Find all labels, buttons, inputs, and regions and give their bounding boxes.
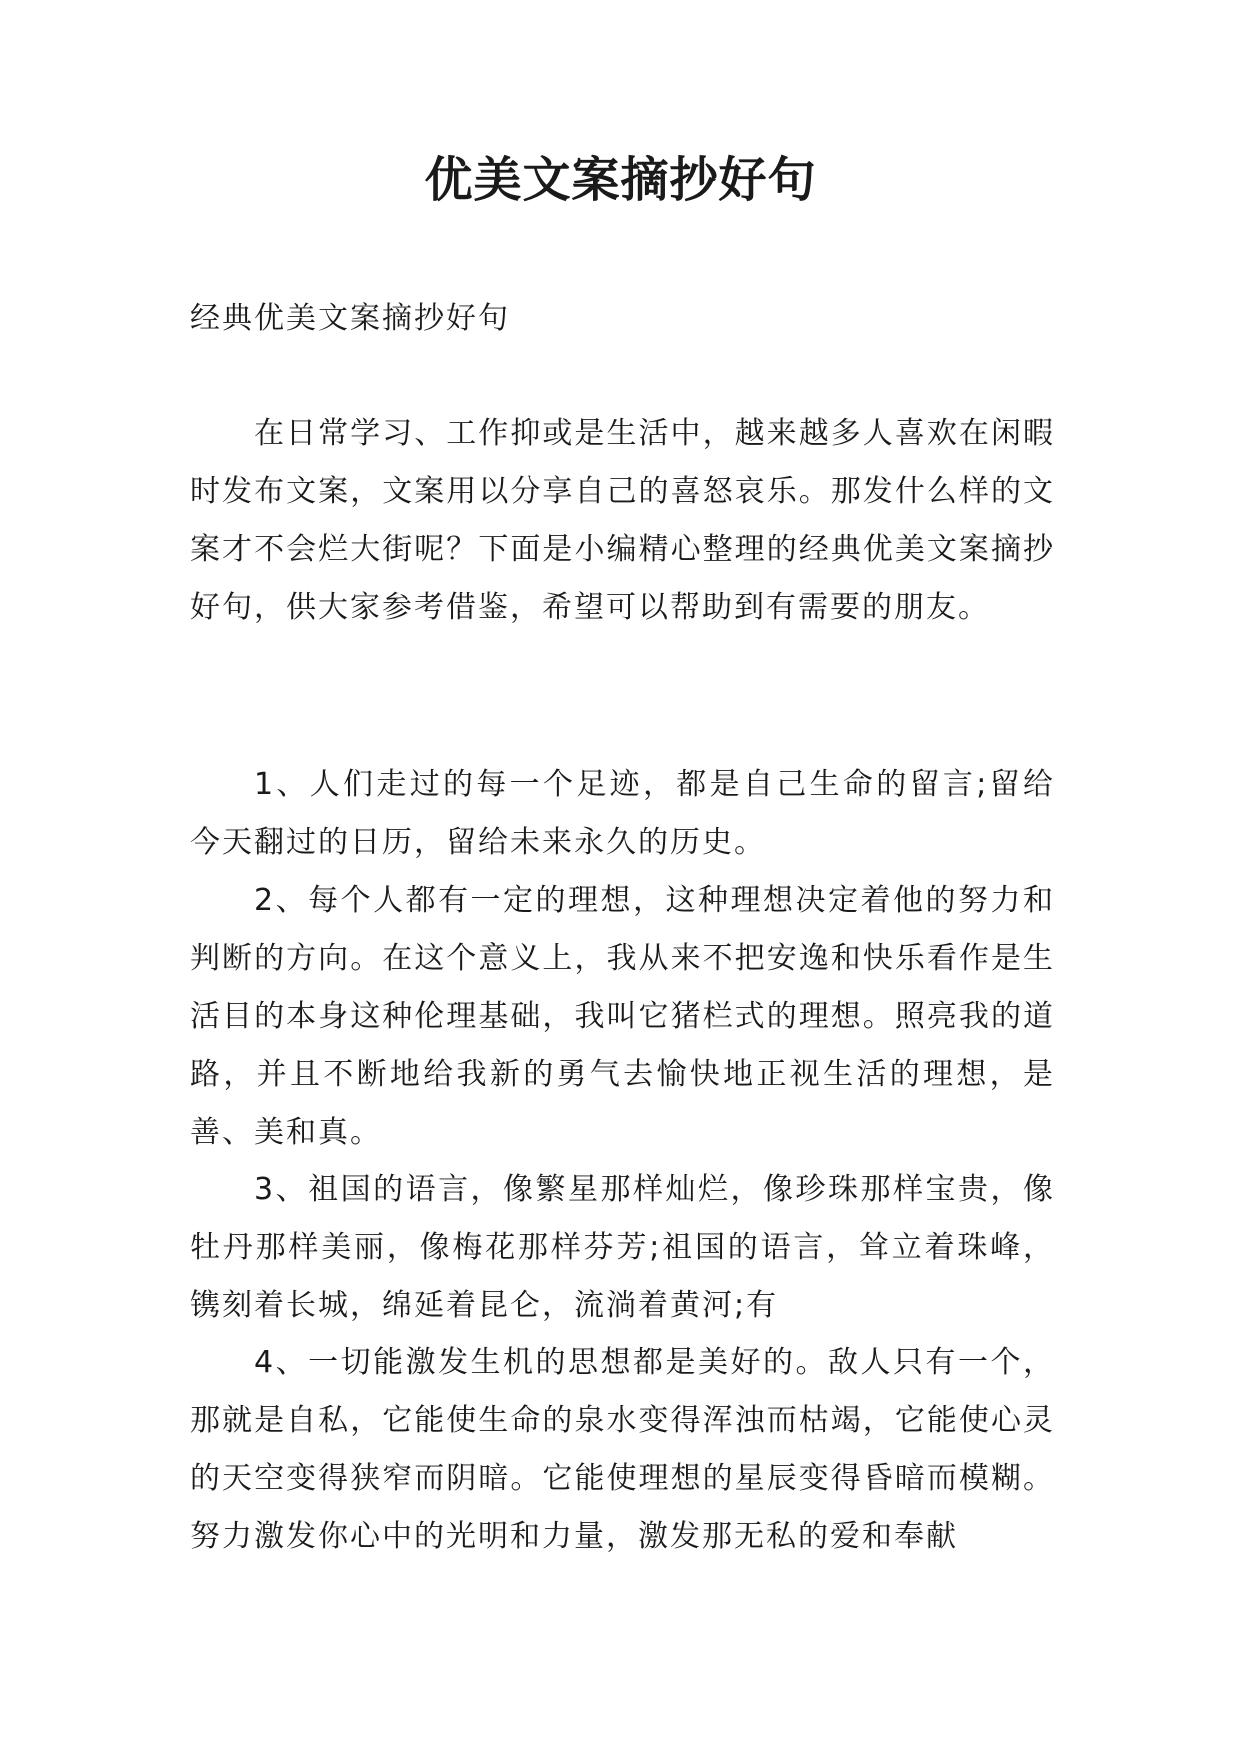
intro-paragraph: 在日常学习、工作抑或是生活中，越来越多人喜欢在闲暇时发布文案，文案用以分享自己的喜怒哀乐。那发什么样的文案才不会烂大街呢？下面是小编精心整理的经典优美文案摘抄好句，供大家参考借鉴，希望可以帮助到有需要的朋友。 — [190, 416, 1055, 625]
document-subtitle: 经典优美文案摘抄好句 — [190, 301, 510, 336]
document-title: 优美文案摘抄好句 — [424, 152, 817, 208]
quote-item-4: 4、一切能激发生机的思想都是美好的。敌人只有一个，那就是自私，它能使生命的泉水变得浑浊而枯竭，它能使心灵的天空变得狭窄而阴暗。它能使理想的星辰变得昏暗而模糊。努力激发你心中的光明和力量，激发那无私的爱和奉献 — [190, 1345, 1055, 1554]
quote-item-3: 3、祖国的语言，像繁星那样灿烂，像珍珠那样宝贵，像牡丹那样美丽，像梅花那样芬芳;祖国的语言，耸立着珠峰，镌刻着长城，绵延着昆仑，流淌着黄河;有 — [190, 1172, 1055, 1323]
quote-item-2: 2、每个人都有一定的理想，这种理想决定着他的努力和判断的方向。在这个意义上，我从来不把安逸和快乐看作是生活目的本身这种伦理基础，我叫它猪栏式的理想。照亮我的道路，并且不断地给我新的勇气去愉快地正视生活的理想，是善、美和真。 — [190, 883, 1055, 1150]
quote-item-1: 1、人们走过的每一个足迹，都是自己生命的留言;留给今天翻过的日历，留给未来永久的历史。 — [190, 767, 1055, 860]
